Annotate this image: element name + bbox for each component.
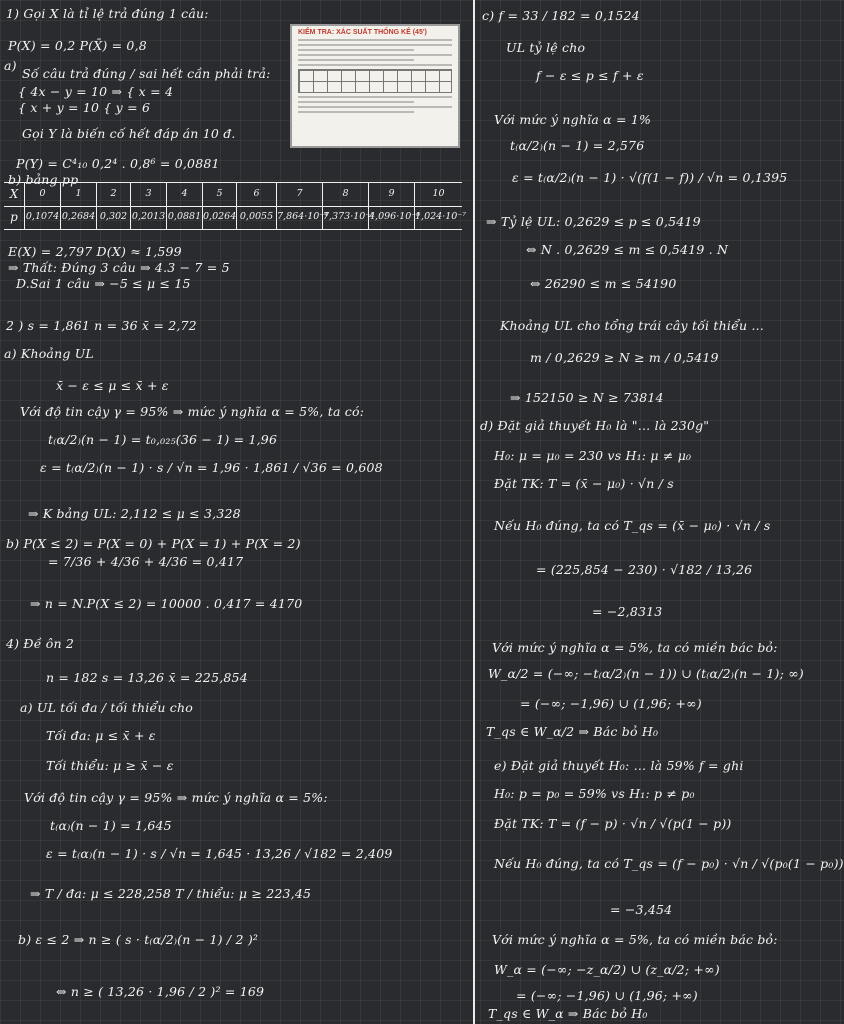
note-line-l17: t₍α/2₎(n − 1) = t₀,₀₂₅(36 − 1) = 1,96 xyxy=(48,432,278,447)
table-cell: 4,096·10⁻⁶ xyxy=(368,206,414,229)
note-line-r18: = −2,8313 xyxy=(592,604,663,619)
exam-photo-title: KIỂM TRA: XÁC SUẤT THỐNG KÊ (45') xyxy=(298,29,427,36)
photo-text-line xyxy=(298,54,452,56)
note-line-r24: H₀: p = p₀ = 59% vs H₁: p ≠ p₀ xyxy=(494,786,695,801)
table-cell: 1 xyxy=(60,183,96,206)
note-line-r11: m / 0,2629 ≥ N ≥ m / 0,5419 xyxy=(530,350,719,365)
note-line-l22: ⇒ n = N.P(X ≤ 2) = 10000 . 0,417 = 4170 xyxy=(30,596,303,611)
note-line-l23: 4) Đề ôn 2 xyxy=(6,636,75,651)
table-cell: 7 xyxy=(276,183,322,206)
note-line-r5: t₍α/2₎(n − 1) = 2,576 xyxy=(510,138,645,153)
note-line-r15: Đặt TK: T = (x̄ − μ₀) · √n / s xyxy=(494,476,674,491)
table-header-cell: p xyxy=(10,210,18,224)
photo-text-line xyxy=(298,106,452,108)
note-line-l7: Gọi Y là biến cố hết đáp án 10 đ. xyxy=(22,126,236,141)
note-line-l20: b) P(X ≤ 2) = P(X = 0) + P(X = 1) + P(X = 2) xyxy=(6,536,301,551)
table-cell: 9 xyxy=(368,183,414,206)
table-cell: 7,864·10⁻⁴ xyxy=(276,206,322,229)
photo-table xyxy=(298,69,452,93)
note-line-r25: Đặt TK: T = (f − p) · √n / √(p(1 − p)) xyxy=(494,816,732,831)
note-line-r27: = −3,454 xyxy=(610,902,673,917)
photo-text-line xyxy=(298,39,452,41)
note-line-r13: d) Đặt giả thuyết H₀ là "… là 230g" xyxy=(480,418,710,433)
distribution-table xyxy=(4,182,467,230)
note-line-l4: Số câu trả đúng / sai hết cần phải trả: xyxy=(22,66,271,81)
note-line-r10: Khoảng UL cho tổng trái cây tối thiểu … xyxy=(500,318,765,333)
note-line-l28: Với độ tin cậy γ = 95% ⇒ mức ý nghĩa α = 5%: xyxy=(24,790,328,805)
note-line-l2: P(X) = 0,2 P(X̄) = 0,8 xyxy=(8,38,147,53)
exam-photo xyxy=(290,24,460,148)
note-line-l13: 2 ) s = 1,861 n = 36 x̄ = 2,72 xyxy=(6,318,197,333)
photo-text-line xyxy=(298,101,414,103)
note-line-l14: a) Khoảng UL xyxy=(4,346,94,361)
table-cell: 0,0055 xyxy=(236,206,276,229)
note-line-l5: { 4x − y = 10 ⇒ { x = 4 xyxy=(18,84,174,99)
table-cell: 0,2684 xyxy=(60,206,96,229)
note-line-l29: t₍α₎(n − 1) = 1,645 xyxy=(50,818,172,833)
note-line-l15: x̄ − ε ≤ μ ≤ x̄ + ε xyxy=(56,378,169,393)
table-cell: 0,0264 xyxy=(202,206,236,229)
note-line-l24: n = 182 s = 13,26 x̄ = 225,854 xyxy=(46,670,248,685)
note-line-r30: = (−∞; −1,96) ∪ (1,96; +∞) xyxy=(516,988,698,1003)
table-cell: 8 xyxy=(322,183,368,206)
note-line-r17: = (225,854 − 230) · √182 / 13,26 xyxy=(536,562,753,577)
note-line-r7: ⇒ Tỷ lệ UL: 0,2629 ≤ p ≤ 0,5419 xyxy=(486,214,701,229)
note-line-r22: T_qs ∈ W_α/2 ⇒ Bác bỏ H₀ xyxy=(486,724,659,739)
note-line-r26: Nếu H₀ đúng, ta có T_qs = (f − p₀) · √n / √(p₀(1 − p₀)) xyxy=(494,856,844,871)
photo-text-line xyxy=(298,96,452,98)
table-row-x xyxy=(4,183,462,207)
photo-text-line xyxy=(298,49,414,51)
page-divider xyxy=(473,0,475,1024)
table-cell: 10 xyxy=(414,183,462,206)
note-line-l1: 1) Gọi X là tỉ lệ trả đúng 1 câu: xyxy=(6,6,209,21)
table-cell: 0,302 xyxy=(96,206,130,229)
note-line-r9: ⇔ 26290 ≤ m ≤ 54190 xyxy=(530,276,677,291)
note-line-l27: Tối thiểu: μ ≥ x̄ − ε xyxy=(46,758,174,773)
note-line-r6: ε = t₍α/2₎(n − 1) · √(f(1 − f)) / √n = 0,1395 xyxy=(512,170,788,185)
table-cell: 3 xyxy=(130,183,166,206)
table-cell: 1,024·10⁻⁷ xyxy=(414,206,462,229)
note-line-l33: ⇔ n ≥ ( 13,26 · 1,96 / 2 )² = 169 xyxy=(56,984,265,999)
table-cell: 2 xyxy=(96,183,130,206)
photo-text-line xyxy=(298,64,452,66)
note-line-l8: P(Y) = C⁴₁₀ 0,2⁴ . 0,8⁶ = 0,0881 xyxy=(16,156,220,171)
table-row-p xyxy=(4,206,467,229)
note-line-r4: Với mức ý nghĩa α = 1% xyxy=(494,112,652,127)
note-line-l25: a) UL tối đa / tối thiểu cho xyxy=(20,700,193,715)
note-line-l3: a) xyxy=(4,58,17,73)
table-cell: 0 xyxy=(24,183,60,206)
note-line-r14: H₀: μ = μ₀ = 230 vs H₁: μ ≠ μ₀ xyxy=(494,448,692,463)
note-line-l21: = 7/36 + 4/36 + 4/36 = 0,417 xyxy=(48,554,244,569)
table-cell: 7,373·10⁻⁵ xyxy=(322,206,368,229)
photo-text-line xyxy=(298,59,414,61)
note-line-r16: Nếu H₀ đúng, ta có T_qs = (x̄ − μ₀) · √n / s xyxy=(494,518,771,533)
note-line-l10: E(X) = 2,797 D(X) ≈ 1,599 xyxy=(8,244,182,259)
note-line-r3: f − ε ≤ p ≤ f + ε xyxy=(536,68,644,83)
note-line-l19: ⇒ K bảng UL: 2,112 ≤ μ ≤ 3,328 xyxy=(28,506,241,521)
table-cell: 0,1074 xyxy=(24,206,60,229)
note-line-r2: UL tỷ lệ cho xyxy=(506,40,586,55)
note-line-l6: { x + y = 10 { y = 6 xyxy=(18,100,151,115)
note-line-l12: D.Sai 1 câu ⇒ −5 ≤ μ ≤ 15 xyxy=(16,276,191,291)
note-line-l30: ε = t₍α₎(n − 1) · s / √n = 1,645 · 13,26 / √182 = 2,409 xyxy=(46,846,393,861)
note-line-l11: ⇒ Thất: Đúng 3 câu ⇒ 4.3 − 7 = 5 xyxy=(8,260,230,275)
table-cell: 4 xyxy=(166,183,202,206)
note-line-r31: T_qs ∈ W_α ⇒ Bác bỏ H₀ xyxy=(488,1006,648,1021)
note-line-l16: Với độ tin cậy γ = 95% ⇒ mức ý nghĩa α = 5%, ta có: xyxy=(20,404,365,419)
table-cell: 5 xyxy=(202,183,236,206)
table-cell: 0,2013 xyxy=(130,206,166,229)
note-line-r28: Với mức ý nghĩa α = 5%, ta có miền bác bỏ: xyxy=(492,932,778,947)
note-line-r20: W_α/2 = (−∞; −t₍α/2₎(n − 1)) ∪ (t₍α/2₎(n − 1); ∞) xyxy=(488,666,804,681)
note-line-r21: = (−∞; −1,96) ∪ (1,96; +∞) xyxy=(520,696,702,711)
note-line-r19: Với mức ý nghĩa α = 5%, ta có miền bác bỏ: xyxy=(492,640,778,655)
note-line-r1: c) f = 33 / 182 = 0,1524 xyxy=(482,8,640,23)
note-line-l26: Tối đa: μ ≤ x̄ + ε xyxy=(46,728,156,743)
note-line-l18: ε = t₍α/2₎(n − 1) · s / √n = 1,96 · 1,861 / √36 = 0,608 xyxy=(40,460,383,475)
note-line-l31: ⇒ T / đa: μ ≤ 228,258 T / thiểu: μ ≥ 223,45 xyxy=(30,886,312,901)
note-line-r12: ⇒ 152150 ≥ N ≥ 73814 xyxy=(510,390,664,405)
table-cell: 6 xyxy=(236,183,276,206)
photo-text-line xyxy=(298,44,452,46)
note-line-l32: b) ε ≤ 2 ⇒ n ≥ ( s · t₍α/2₎(n − 1) / 2 )² xyxy=(18,932,259,947)
note-line-r8: ⇔ N . 0,2629 ≤ m ≤ 0,5419 . N xyxy=(526,242,729,257)
table-header-cell: X xyxy=(9,187,19,201)
note-line-r23: e) Đặt giả thuyết H₀: … là 59% f = ghi xyxy=(494,758,744,773)
note-line-r29: W_α = (−∞; −z_α/2) ∪ (z_α/2; +∞) xyxy=(494,962,720,977)
table-cell: 0,0881 xyxy=(166,206,202,229)
photo-text-line xyxy=(298,111,414,113)
note-line-l9: b) bảng pp xyxy=(8,172,79,187)
